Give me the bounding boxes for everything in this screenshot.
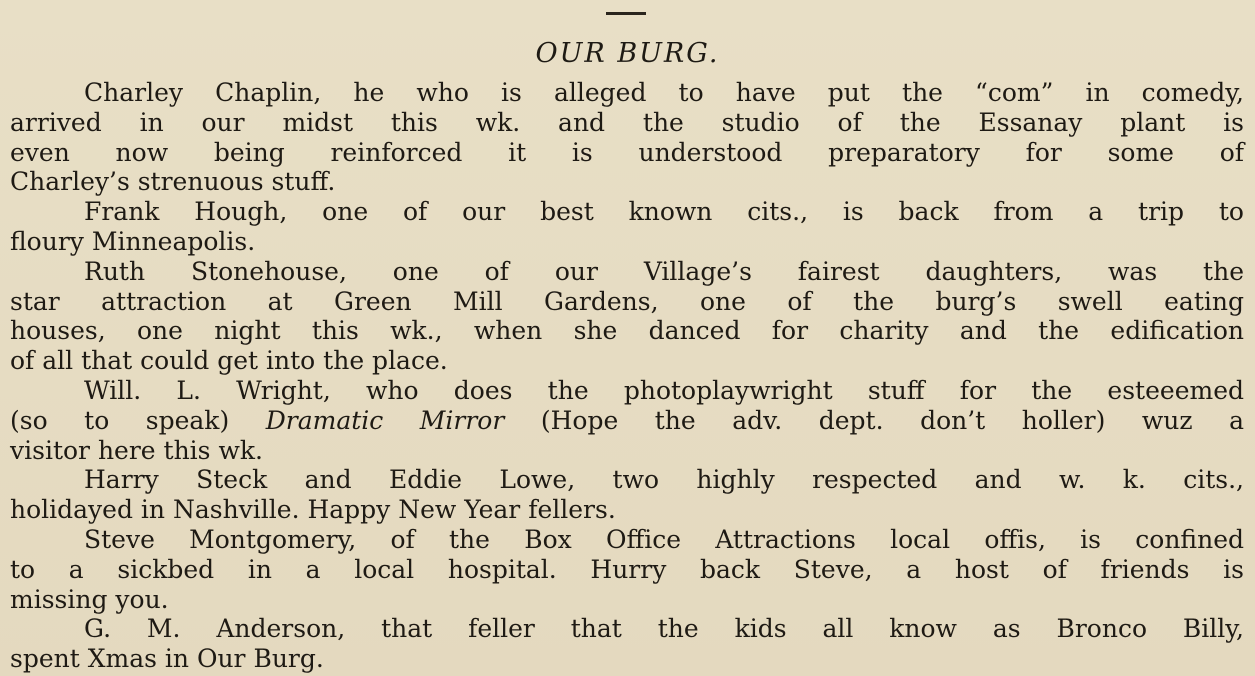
text-line: Charley’s strenuous stuff. <box>10 167 336 197</box>
text-line: floury Minneapolis. <box>10 226 256 256</box>
publication-title: Dramatic Mirror <box>265 405 505 435</box>
text-line: visitor here this wk. <box>10 435 263 465</box>
text-line: of all that could get into the place. <box>10 346 448 376</box>
text-line: spent Xmas in Our Burg. <box>10 644 324 674</box>
text-line: star attraction at Green Mill Gardens, one of the burg’s swell eating <box>10 286 1244 316</box>
section-heading: OUR BURG. <box>535 38 720 69</box>
section-divider-rule <box>606 12 646 15</box>
text-line: Frank Hough, one of our best known cits., is back from a trip to <box>84 197 1244 227</box>
text-line: missing you. <box>10 584 169 614</box>
text-line <box>10 406 1244 436</box>
text-line: Ruth Stonehouse, one of our Village’s fairest daughters, was the <box>84 256 1244 286</box>
text-line: arrived in our midst this wk. and the studio of the Essanay plant is <box>10 107 1244 137</box>
text-line: houses, one night this wk., when she danced for charity and the edification <box>10 316 1244 346</box>
text-line: holidayed in Nashville. Happy New Year fellers. <box>10 495 616 525</box>
article-body <box>10 78 1244 674</box>
text-segment: (Hope the adv. dept. don’t holler) wuz a <box>504 405 1244 435</box>
text-line: G. M. Anderson, that feller that the kids all know as Bronco Billy, <box>84 614 1244 644</box>
text-line: Harry Steck and Eddie Lowe, two highly respected and w. k. cits., <box>84 465 1244 495</box>
text-line: Steve Montgomery, of the Box Office Attractions local offis, is confined <box>84 524 1244 554</box>
text-line: to a sickbed in a local hospital. Hurry back Steve, a host of friends is <box>10 554 1244 584</box>
text-line: Will. L. Wright, who does the photoplaywright stuff for the esteeemed <box>84 375 1244 405</box>
text-line: even now being reinforced it is understood preparatory for some of <box>10 137 1244 167</box>
text-line: Charley Chaplin, he who is alleged to have put the “com” in comedy, <box>84 78 1244 107</box>
text-segment: (so to speak) <box>10 405 266 435</box>
